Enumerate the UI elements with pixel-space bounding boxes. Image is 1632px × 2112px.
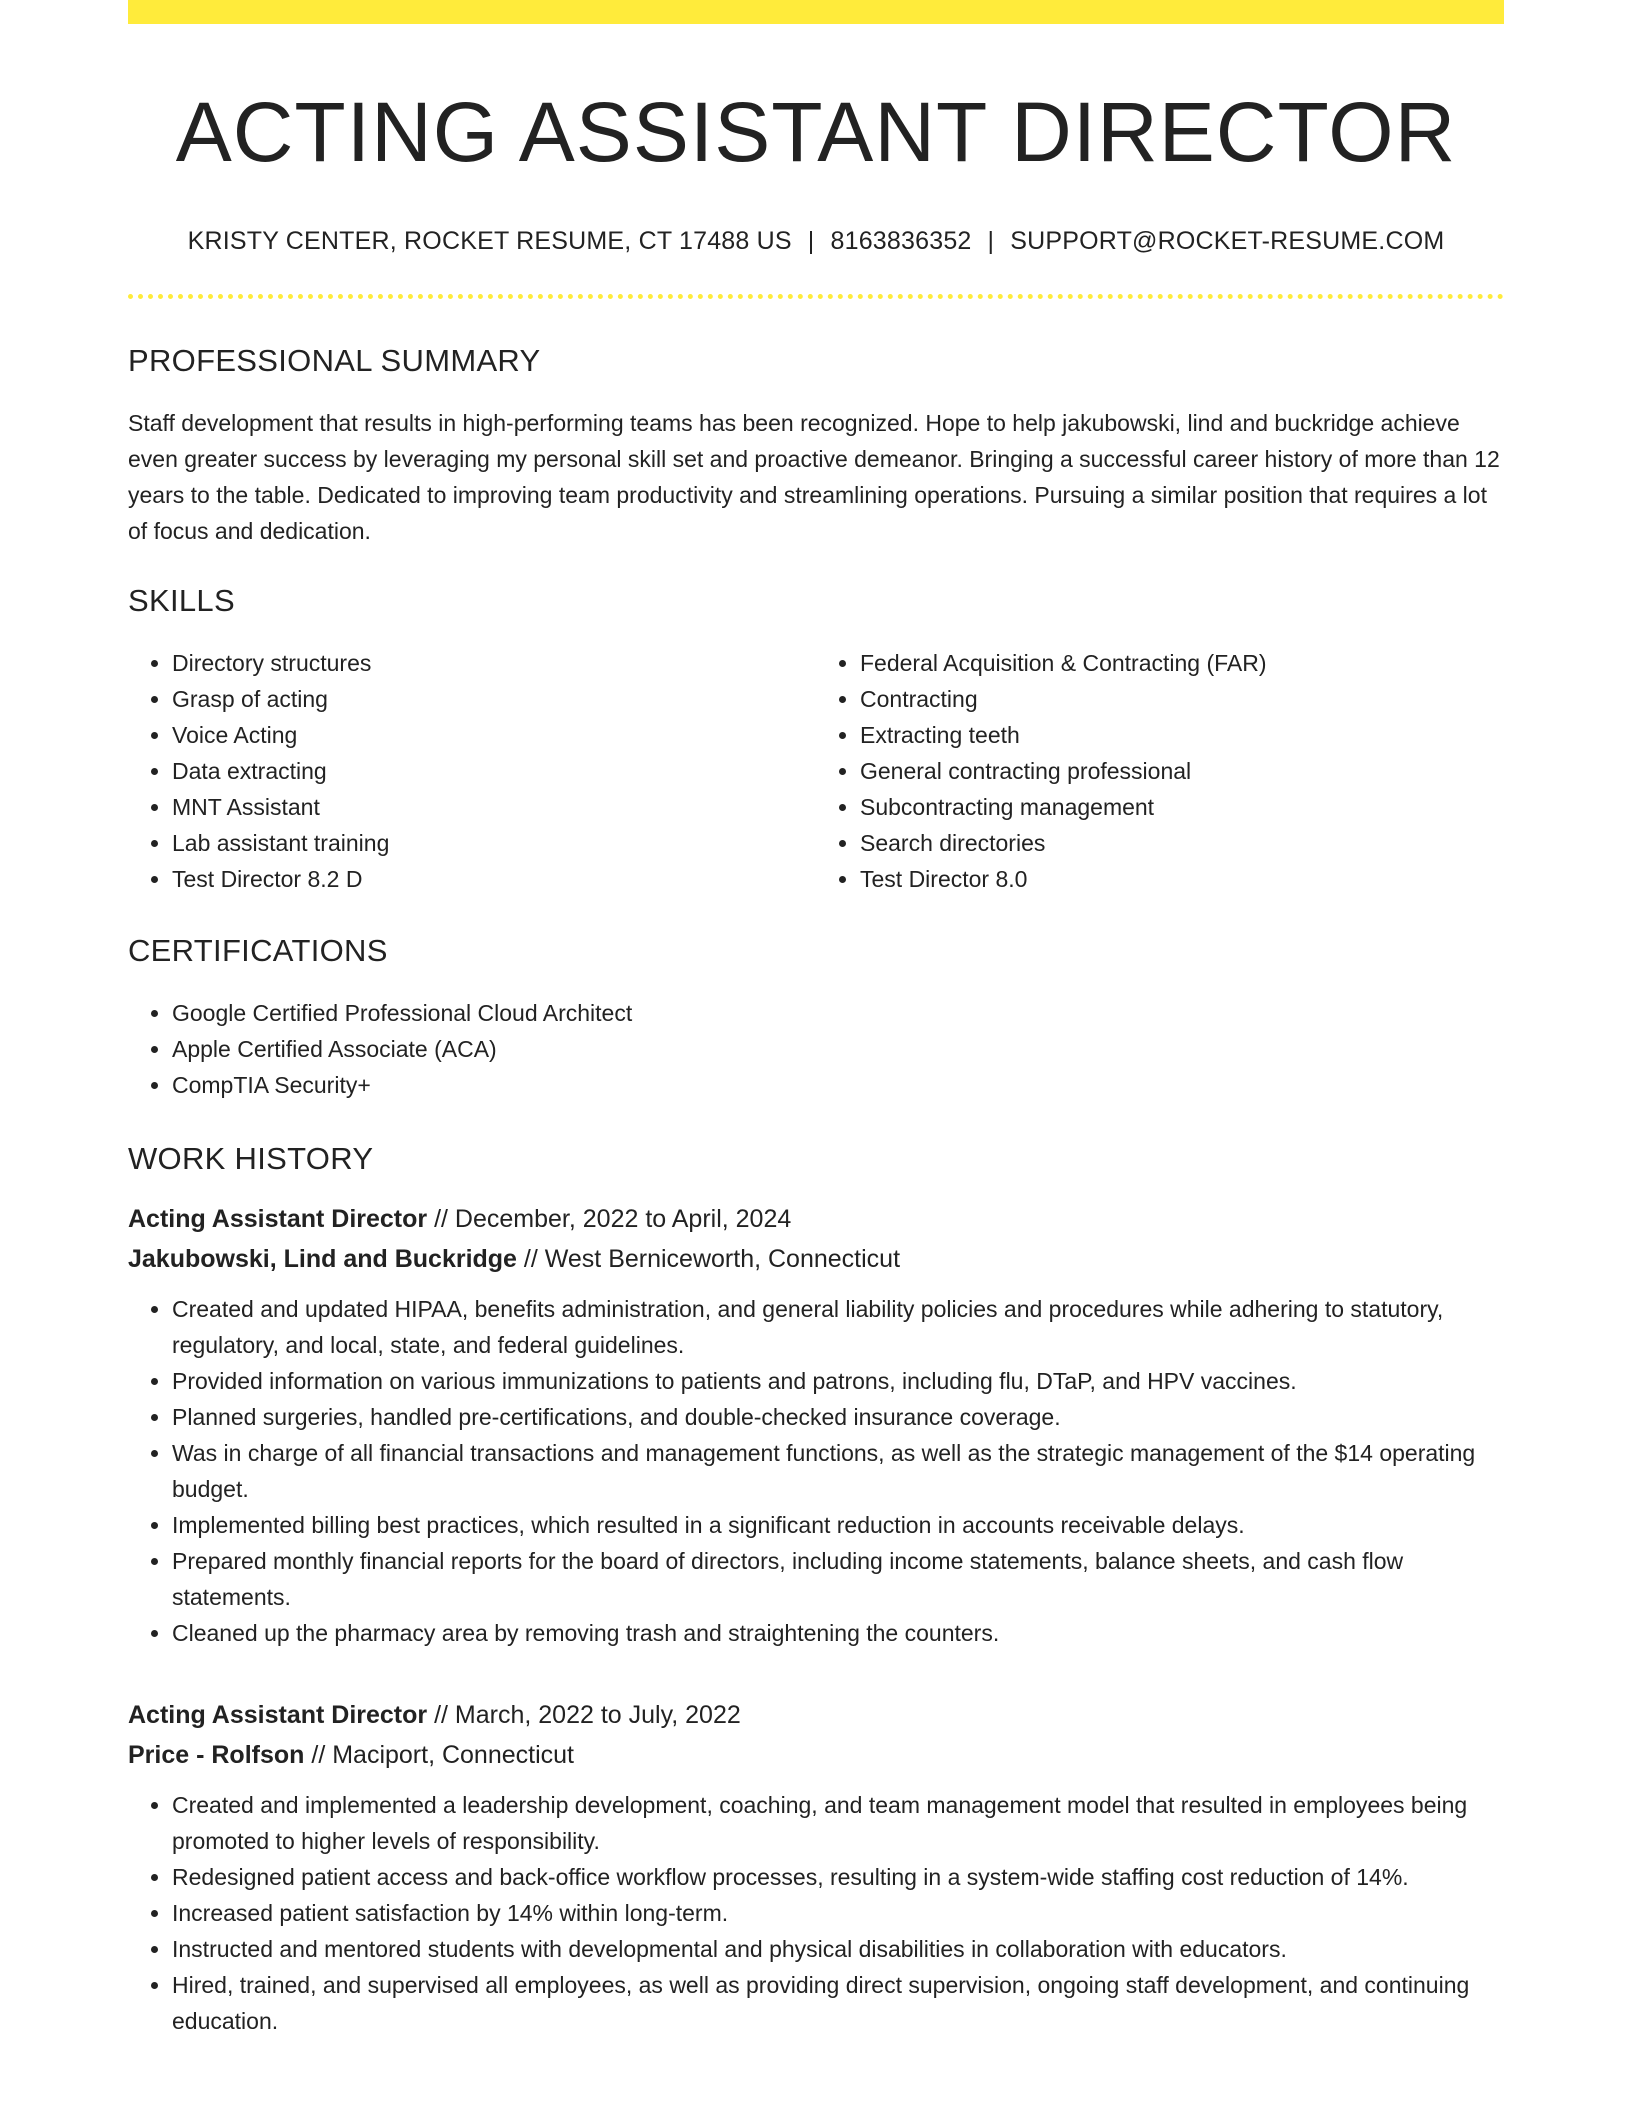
- job-title-line: [128, 1695, 1504, 1735]
- summary-section: [128, 343, 1504, 549]
- certifications-list: [128, 995, 1504, 1103]
- skill-item: • Federal Acquisition & Contracting (FAR): [860, 645, 1504, 681]
- job-bullet-list: [128, 1787, 1504, 2039]
- summary-text: Staff development that results in high-performing teams has been recognized. Hope to help jakubowski, lind and buckridge achieve even greater success by leveraging my personal skill set and proactive demeanor. Bringing a successful career history of more than 12 years to the table. Dedicated to improving team productivity and streamlining operations. Pursuing a similar position that requires a lot of focus and dedication.: [128, 409, 1500, 544]
- job-bullet: • Prepared monthly financial reports for the board of directors, including income statements, balance sheets, and cash flow statements.: [172, 1543, 1504, 1615]
- skill-item: • General contracting professional: [860, 753, 1504, 789]
- job-bullet: • Cleaned up the pharmacy area by removing trash and straightening the counters.: [172, 1615, 1504, 1651]
- certifications-section: [128, 933, 1504, 1103]
- job-company: Price - Rolfson: [128, 1740, 305, 1769]
- job-entry: [128, 1695, 1504, 2039]
- skill-item: • Extracting teeth: [860, 717, 1504, 753]
- job-title-line: [128, 1199, 1504, 1239]
- skills-list-left: [128, 645, 816, 897]
- skill-item: • Test Director 8.0: [860, 861, 1504, 897]
- dotted-divider: [128, 294, 1504, 299]
- skill-item: • Lab assistant training: [172, 825, 816, 861]
- resume-name: ACTING ASSISTANT DIRECTOR: [175, 85, 1457, 179]
- skill-item: • Voice Acting: [172, 717, 816, 753]
- contact-separator: |: [987, 226, 995, 255]
- job-company: Jakubowski, Lind and Buckridge: [128, 1244, 517, 1273]
- job-bullet-list: [128, 1291, 1504, 1651]
- job-company-line: [128, 1239, 1504, 1279]
- skill-item: • Subcontracting management: [860, 789, 1504, 825]
- job-bullet: • Instructed and mentored students with developmental and physical disabilities in collaboration with educators.: [172, 1931, 1504, 1967]
- skill-item: • Test Director 8.2 D: [172, 861, 816, 897]
- skill-item: • Search directories: [860, 825, 1504, 861]
- certification-item: • Apple Certified Associate (ACA): [172, 1031, 1504, 1067]
- job-dates: // March, 2022 to July, 2022: [434, 1700, 741, 1729]
- summary-heading: PROFESSIONAL SUMMARY: [128, 342, 541, 378]
- skill-item: • Directory structures: [172, 645, 816, 681]
- job-location: // Maciport, Connecticut: [311, 1740, 574, 1769]
- job-bullet: • Created and implemented a leadership development, coaching, and team management model that resulted in employees being promoted to higher levels of responsibility.: [172, 1787, 1504, 1859]
- contact-line: [128, 227, 1504, 256]
- job-bullet: • Created and updated HIPAA, benefits administration, and general liability policies and procedures while adhering to statutory, regulatory, and local, state, and federal guidelines.: [172, 1291, 1504, 1363]
- accent-bar: [128, 0, 1504, 24]
- skills-grid: [128, 645, 1504, 897]
- skill-item: • Grasp of acting: [172, 681, 816, 717]
- resume-page: [128, 0, 1504, 2039]
- skills-heading: SKILLS: [128, 582, 235, 618]
- job-location: // West Berniceworth, Connecticut: [523, 1244, 901, 1273]
- job-bullet: • Increased patient satisfaction by 14% within long-term.: [172, 1895, 1504, 1931]
- job-bullet: • Hired, trained, and supervised all employees, as well as providing direct supervision, ongoing staff development, and continuing education.: [172, 1967, 1504, 2039]
- job-bullet: • Planned surgeries, handled pre-certifications, and double-checked insurance coverage.: [172, 1399, 1504, 1435]
- skill-item: • Contracting: [860, 681, 1504, 717]
- skills-list-right: [816, 645, 1504, 897]
- job-company-line: [128, 1735, 1504, 1775]
- skill-item: • Data extracting: [172, 753, 816, 789]
- job-entry: [128, 1199, 1504, 1651]
- job-bullet: • Redesigned patient access and back-office workflow processes, resulting in a system-wide staffing cost reduction of 14%.: [172, 1859, 1504, 1895]
- contact-email: SUPPORT@ROCKET-RESUME.COM: [1010, 226, 1445, 255]
- job-bullet: • Was in charge of all financial transactions and management functions, as well as the strategic management of the $14 operating budget.: [172, 1435, 1504, 1507]
- certification-item: • CompTIA Security+: [172, 1067, 1504, 1103]
- job-bullet: • Provided information on various immunizations to patients and patrons, including flu, DTaP, and HPV vaccines.: [172, 1363, 1504, 1399]
- job-title: Acting Assistant Director: [128, 1204, 428, 1233]
- skills-section: [128, 583, 1504, 897]
- work-history-section: [128, 1141, 1504, 2039]
- jobs-container: [128, 1199, 1504, 2039]
- skill-item: • MNT Assistant: [172, 789, 816, 825]
- contact-address: KRISTY CENTER, ROCKET RESUME, CT 17488 US: [187, 226, 792, 255]
- certification-item: • Google Certified Professional Cloud Architect: [172, 995, 1504, 1031]
- contact-phone: 8163836352: [830, 226, 972, 255]
- contact-separator: |: [807, 226, 815, 255]
- job-title: Acting Assistant Director: [128, 1700, 428, 1729]
- work-history-heading: WORK HISTORY: [128, 1140, 374, 1176]
- certifications-heading: CERTIFICATIONS: [128, 932, 388, 968]
- job-dates: // December, 2022 to April, 2024: [434, 1204, 792, 1233]
- job-bullet: • Implemented billing best practices, which resulted in a significant reduction in accounts receivable delays.: [172, 1507, 1504, 1543]
